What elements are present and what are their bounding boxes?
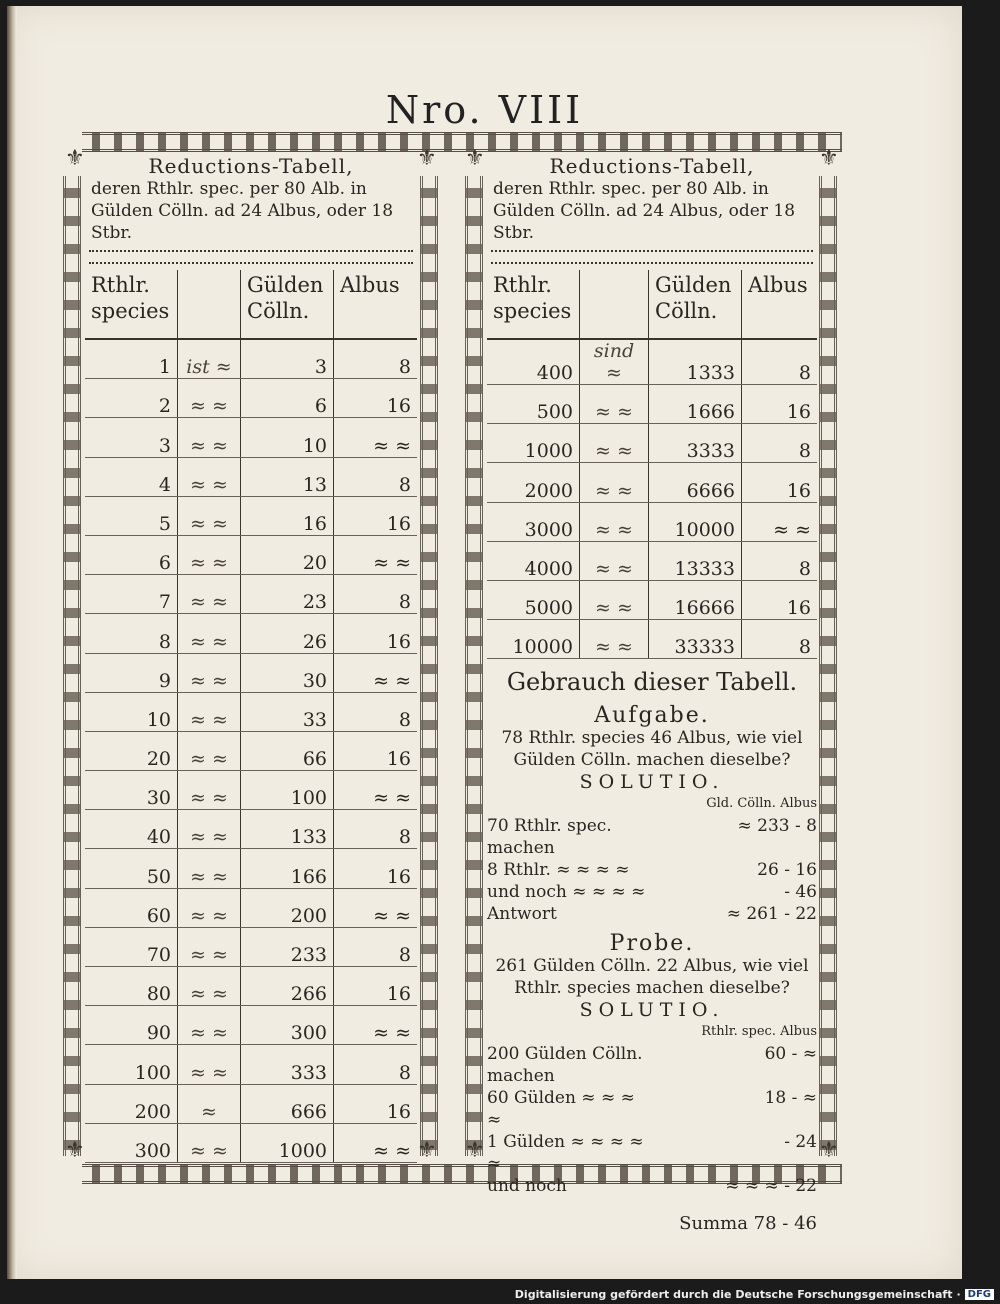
cell-gulden: 33 xyxy=(241,692,334,731)
cell-gulden: 266 xyxy=(241,967,334,1006)
cell-gulden: 16 xyxy=(241,496,334,535)
ornament-fleur-icon: ⚜ xyxy=(819,146,839,171)
cell-word: ≈ ≈ xyxy=(178,849,241,888)
cell-gulden: 3333 xyxy=(649,424,742,463)
col-header-albus: Albus xyxy=(742,270,818,339)
table-row xyxy=(85,810,417,849)
cell-rthlr: 5000 xyxy=(487,580,580,619)
cell-albus: ≈ ≈ xyxy=(334,418,418,457)
table-row xyxy=(85,927,417,966)
cell-albus: ≈ ≈ xyxy=(334,888,418,927)
cell-albus: 16 xyxy=(334,496,418,535)
cell-word: ≈ ≈ xyxy=(178,379,241,418)
cell-albus: ≈ ≈ xyxy=(334,535,418,574)
cell-albus: 8 xyxy=(742,620,818,659)
ornament-divider xyxy=(491,250,813,264)
calc-label: 200 Gülden Cölln. machen xyxy=(487,1044,643,1087)
table-row xyxy=(85,339,417,379)
cell-albus: 8 xyxy=(334,1045,418,1084)
cell-rthlr: 100 xyxy=(85,1045,178,1084)
cell-word: ≈ ≈ xyxy=(580,463,649,502)
cell-word: ≈ ≈ xyxy=(178,418,241,457)
cell-word: ≈ ≈ xyxy=(178,731,241,770)
cell-albus: 8 xyxy=(334,457,418,496)
cell-gulden: 33333 xyxy=(649,620,742,659)
cell-word: ≈ ≈ xyxy=(178,496,241,535)
cell-albus: 8 xyxy=(334,927,418,966)
cell-rthlr: 2 xyxy=(85,379,178,418)
cell-word: ≈ ≈ xyxy=(178,614,241,653)
table-row xyxy=(85,653,417,692)
cell-rthlr: 70 xyxy=(85,927,178,966)
cell-word: ≈ ≈ xyxy=(580,620,649,659)
calc-value: ≈ ≈ ≈ - 22 xyxy=(725,1176,817,1197)
cell-word: ≈ ≈ xyxy=(580,580,649,619)
table-row xyxy=(85,379,417,418)
cell-albus: 8 xyxy=(742,541,818,580)
footer-text: Digitalisierung gefördert durch die Deutsche Forschungsgemeinschaft xyxy=(514,1288,953,1301)
book-page xyxy=(7,6,962,1279)
calc-label: 60 Gülden ≈ ≈ ≈ ≈ xyxy=(487,1088,635,1131)
ornament-fleur-icon: ⚜ xyxy=(465,146,485,171)
calc-value: 26 - 16 xyxy=(757,860,817,881)
cell-albus: ≈ ≈ xyxy=(334,1006,418,1045)
cell-gulden: 10 xyxy=(241,418,334,457)
cell-albus: 16 xyxy=(334,967,418,1006)
cell-rthlr: 80 xyxy=(85,967,178,1006)
cell-albus: 16 xyxy=(334,379,418,418)
calc-line xyxy=(487,1131,817,1175)
col-header-blank xyxy=(580,270,649,339)
calc-label: und noch ≈ ≈ ≈ ≈ xyxy=(487,882,646,903)
cell-word: ≈ xyxy=(178,1084,241,1123)
cell-gulden: 300 xyxy=(241,1006,334,1045)
cell-rthlr: 2000 xyxy=(487,463,580,502)
table-row xyxy=(85,1123,417,1162)
cell-rthlr: 4 xyxy=(85,457,178,496)
table-row xyxy=(85,849,417,888)
cell-rthlr: 300 xyxy=(85,1123,178,1162)
cell-gulden: 1666 xyxy=(649,385,742,424)
cell-rthlr: 10000 xyxy=(487,620,580,659)
cell-gulden: 23 xyxy=(241,575,334,614)
right-table-body xyxy=(487,339,817,659)
table-row xyxy=(85,731,417,770)
usage-section xyxy=(487,668,817,1235)
cell-gulden: 233 xyxy=(241,927,334,966)
ornament-fleur-icon: ⚜ xyxy=(819,1138,839,1163)
cell-word: ≈ ≈ xyxy=(178,888,241,927)
table-row xyxy=(85,692,417,731)
table-header-row xyxy=(487,270,817,339)
cell-rthlr: 500 xyxy=(487,385,580,424)
cell-albus: 16 xyxy=(334,614,418,653)
cell-albus: 16 xyxy=(334,1084,418,1123)
col-header-rthlr: Rthlr. species xyxy=(487,270,580,339)
solutio-heading: SOLUTIO. xyxy=(579,771,725,794)
left-table-subtitle: deren Rthlr. spec. per 80 Alb. in Gülden Cölln. ad 24 Albus, oder 18 Stbr. xyxy=(91,179,394,243)
cell-gulden: 133 xyxy=(241,810,334,849)
cell-albus: ≈ ≈ xyxy=(334,771,418,810)
cell-word: ≈ ≈ xyxy=(580,385,649,424)
cell-rthlr: 90 xyxy=(85,1006,178,1045)
table-header-row xyxy=(85,270,417,339)
cell-rthlr: 60 xyxy=(85,888,178,927)
right-reduction-table xyxy=(487,270,817,659)
top-ornament-border xyxy=(82,132,842,152)
cell-rthlr: 30 xyxy=(85,771,178,810)
cell-rthlr: 4000 xyxy=(487,541,580,580)
cell-rthlr: 3000 xyxy=(487,502,580,541)
cell-gulden: 13333 xyxy=(649,541,742,580)
table-row xyxy=(487,424,817,463)
col-header-blank xyxy=(178,270,241,339)
right-table-panel xyxy=(487,154,817,1235)
calc1-column-header: Gld. Cölln. Albus xyxy=(706,796,817,812)
cell-word: ist ≈ xyxy=(178,339,241,379)
ornament-fleur-icon: ⚜ xyxy=(465,1138,485,1163)
probe-question: 261 Gülden Cölln. 22 Albus, wie viel Rthlr. species machen dieselbe? xyxy=(495,956,809,999)
cell-word: ≈ ≈ xyxy=(178,653,241,692)
calc-value: 60 - ≈ xyxy=(764,1044,817,1065)
table-row xyxy=(85,1006,417,1045)
cell-albus: ≈ ≈ xyxy=(742,502,818,541)
cell-rthlr: 200 xyxy=(85,1084,178,1123)
left-ornament-border xyxy=(63,176,81,1156)
cell-word: ≈ ≈ xyxy=(178,575,241,614)
cell-gulden: 6666 xyxy=(649,463,742,502)
cell-gulden: 200 xyxy=(241,888,334,927)
cell-rthlr: 50 xyxy=(85,849,178,888)
table-row xyxy=(487,463,817,502)
calc-label: und noch xyxy=(487,1176,567,1197)
col-header-gulden: Gülden Cölln. xyxy=(241,270,334,339)
table-row xyxy=(85,575,417,614)
table-row xyxy=(85,771,417,810)
cell-word: ≈ ≈ xyxy=(178,1123,241,1162)
cell-word: ≈ ≈ xyxy=(178,967,241,1006)
calc2-column-header: Rthlr. spec. Albus xyxy=(701,1024,817,1040)
calc-label: 70 Rthlr. spec. machen xyxy=(487,816,612,859)
table-row xyxy=(85,967,417,1006)
cell-gulden: 333 xyxy=(241,1045,334,1084)
table-row xyxy=(487,580,817,619)
calc-label: 1 Gülden ≈ ≈ ≈ ≈ ≈ xyxy=(487,1132,644,1175)
summa-line: Summa 78 - 46 xyxy=(679,1213,817,1235)
center-left-ornament-border xyxy=(420,176,438,1156)
left-reduction-table xyxy=(85,270,417,1163)
cell-gulden: 666 xyxy=(241,1084,334,1123)
page-spine xyxy=(7,6,17,1279)
calc-line xyxy=(487,1043,817,1087)
cell-rthlr: 400 xyxy=(487,339,580,385)
cell-albus: 16 xyxy=(742,463,818,502)
ornament-fleur-icon: ⚜ xyxy=(417,146,437,171)
cell-albus: 8 xyxy=(334,810,418,849)
cell-gulden: 20 xyxy=(241,535,334,574)
cell-gulden: 66 xyxy=(241,731,334,770)
calc-value: ≈ 261 - 22 xyxy=(726,904,817,925)
right-ornament-border xyxy=(819,176,837,1156)
calc1-list xyxy=(487,815,817,925)
cell-word: ≈ ≈ xyxy=(580,541,649,580)
calc-line xyxy=(487,881,817,903)
cell-albus: 8 xyxy=(334,339,418,379)
cell-gulden: 26 xyxy=(241,614,334,653)
dfg-logo: DFG xyxy=(965,1289,994,1300)
cell-word: ≈ ≈ xyxy=(580,502,649,541)
cell-word: ≈ ≈ xyxy=(178,692,241,731)
calc-value: - 24 xyxy=(784,1132,817,1153)
center-right-ornament-border xyxy=(465,176,483,1156)
cell-word: ≈ ≈ xyxy=(580,424,649,463)
calc-label: Antwort xyxy=(487,904,557,925)
col-header-albus: Albus xyxy=(334,270,418,339)
cell-rthlr: 6 xyxy=(85,535,178,574)
cell-word: sind ≈ xyxy=(580,339,649,385)
right-table-subtitle: deren Rthlr. spec. per 80 Alb. in Gülden Cölln. ad 24 Albus, oder 18 Stbr. xyxy=(493,179,796,243)
table-row xyxy=(487,385,817,424)
cell-gulden: 100 xyxy=(241,771,334,810)
col-header-gulden: Gülden Cölln. xyxy=(649,270,742,339)
cell-rthlr: 20 xyxy=(85,731,178,770)
cell-gulden: 1333 xyxy=(649,339,742,385)
table-row xyxy=(85,496,417,535)
left-table-title: Reductions-Tabell, xyxy=(148,154,354,178)
digitization-footer: Digitalisierung gefördert durch die Deutsche Forschungsgemeinschaft · DFG xyxy=(515,1288,994,1301)
cell-gulden: 16666 xyxy=(649,580,742,619)
cell-gulden: 10000 xyxy=(649,502,742,541)
cell-word: ≈ ≈ xyxy=(178,535,241,574)
cell-rthlr: 1 xyxy=(85,339,178,379)
cell-albus: 16 xyxy=(742,580,818,619)
calc2-list xyxy=(487,1043,817,1197)
cell-word: ≈ ≈ xyxy=(178,1006,241,1045)
cell-gulden: 30 xyxy=(241,653,334,692)
calc-line xyxy=(487,903,817,925)
cell-albus: 8 xyxy=(742,339,818,385)
ornament-fleur-icon: ⚜ xyxy=(65,1138,85,1163)
table-row xyxy=(487,502,817,541)
cell-albus: 16 xyxy=(334,731,418,770)
page-heading: Nro. VIII xyxy=(385,88,584,132)
calc-value: 18 - ≈ xyxy=(764,1088,817,1109)
cell-albus: 16 xyxy=(742,385,818,424)
table-row xyxy=(487,541,817,580)
aufgabe-heading: Aufgabe. xyxy=(594,703,710,729)
cell-albus: 16 xyxy=(334,849,418,888)
calc-label: 8 Rthlr. ≈ ≈ ≈ ≈ xyxy=(487,860,630,881)
cell-gulden: 6 xyxy=(241,379,334,418)
cell-rthlr: 1000 xyxy=(487,424,580,463)
cell-rthlr: 10 xyxy=(85,692,178,731)
calc-line xyxy=(487,1087,817,1131)
table-row xyxy=(487,620,817,659)
cell-gulden: 13 xyxy=(241,457,334,496)
cell-rthlr: 7 xyxy=(85,575,178,614)
calc-line xyxy=(487,1175,817,1197)
cell-gulden: 166 xyxy=(241,849,334,888)
right-table-title: Reductions-Tabell, xyxy=(549,154,755,178)
cell-word: ≈ ≈ xyxy=(178,457,241,496)
cell-word: ≈ ≈ xyxy=(178,810,241,849)
calc-value: - 46 xyxy=(784,882,817,903)
ornament-fleur-icon: ⚜ xyxy=(417,1138,437,1163)
cell-word: ≈ ≈ xyxy=(178,1045,241,1084)
table-row xyxy=(85,1084,417,1123)
aufgabe-question: 78 Rthlr. species 46 Albus, wie viel Gülden Cölln. machen dieselbe? xyxy=(501,728,803,771)
usage-heading: Gebrauch dieser Tabell. xyxy=(506,668,798,697)
cell-word: ≈ ≈ xyxy=(178,771,241,810)
cell-albus: ≈ ≈ xyxy=(334,1123,418,1162)
col-header-rthlr: Rthlr. species xyxy=(85,270,178,339)
cell-albus: 8 xyxy=(742,424,818,463)
cell-rthlr: 40 xyxy=(85,810,178,849)
cell-albus: ≈ ≈ xyxy=(334,653,418,692)
ornament-fleur-icon: ⚜ xyxy=(65,146,85,171)
table-row xyxy=(85,457,417,496)
left-table-body xyxy=(85,339,417,1162)
calc-line xyxy=(487,859,817,881)
table-row xyxy=(85,418,417,457)
cell-gulden: 3 xyxy=(241,339,334,379)
calc-value: ≈ 233 - 8 xyxy=(737,816,817,837)
cell-rthlr: 3 xyxy=(85,418,178,457)
solutio2-heading: SOLUTIO. xyxy=(579,999,725,1022)
ornament-divider xyxy=(89,250,413,264)
cell-rthlr: 9 xyxy=(85,653,178,692)
cell-rthlr: 8 xyxy=(85,614,178,653)
calc-line xyxy=(487,815,817,859)
table-row xyxy=(85,888,417,927)
table-row xyxy=(85,535,417,574)
cell-word: ≈ ≈ xyxy=(178,927,241,966)
probe-heading: Probe. xyxy=(609,931,695,957)
left-table-panel xyxy=(85,154,417,1163)
cell-gulden: 1000 xyxy=(241,1123,334,1162)
table-row xyxy=(85,614,417,653)
table-row xyxy=(85,1045,417,1084)
cell-albus: 8 xyxy=(334,692,418,731)
cell-rthlr: 5 xyxy=(85,496,178,535)
table-row xyxy=(487,339,817,385)
cell-albus: 8 xyxy=(334,575,418,614)
